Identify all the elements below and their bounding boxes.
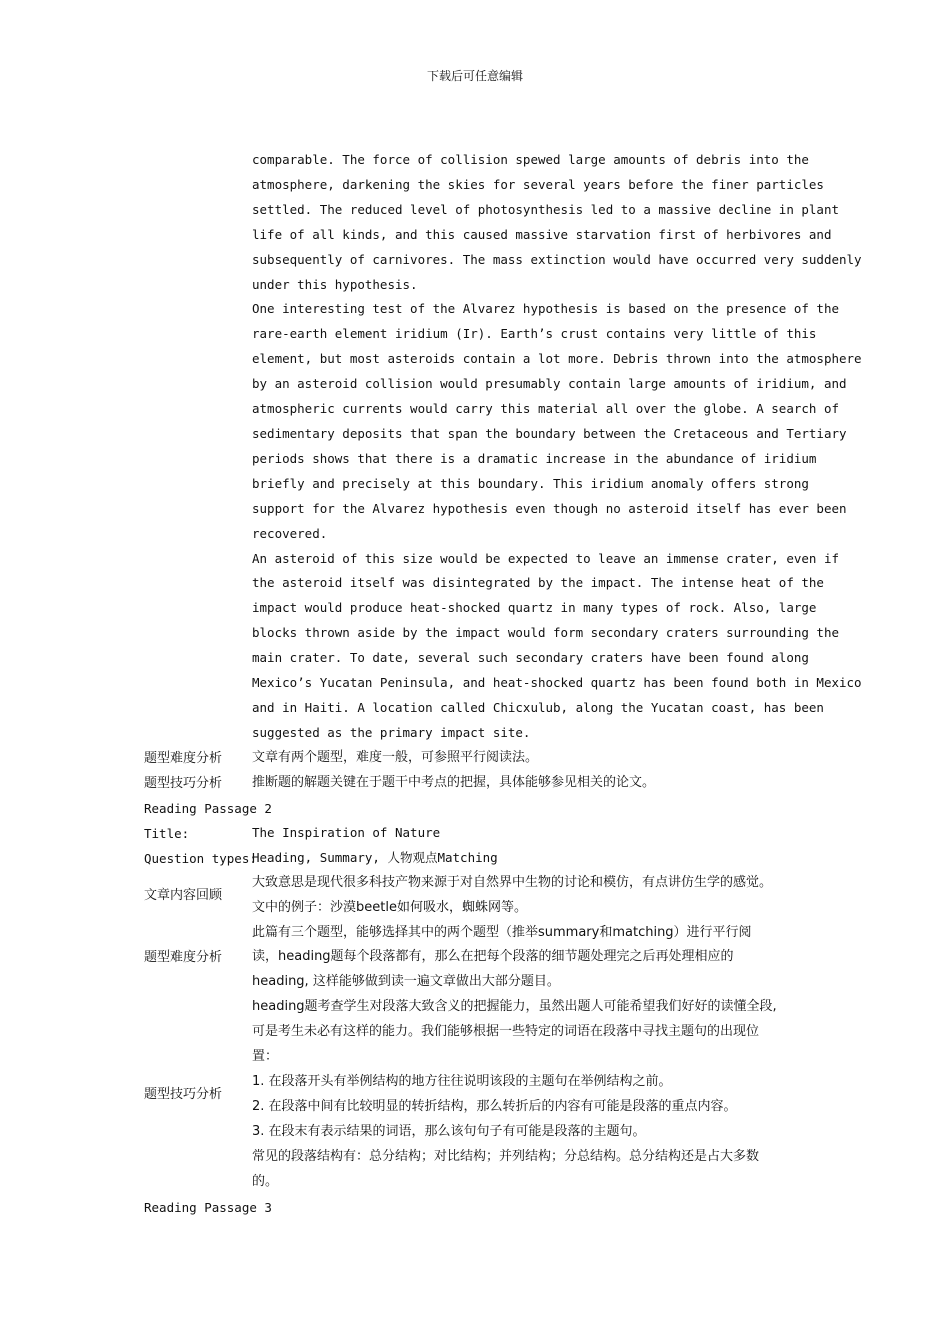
text-line: briefly and precisely at this boundary. This iridium anomaly offers strong (252, 475, 809, 491)
difficulty-line: 读，heading题每个段落都有，那么在把每个段落的细节题处理完之后再处理相应的 (252, 949, 734, 965)
passage2-heading: Reading Passage 2 (144, 800, 272, 816)
passage2-difficulty-label: 题型难度分析 (144, 950, 223, 966)
text-line: the asteroid itself was disintegrated by the impact. The intense heat of the (252, 575, 824, 591)
text-line: support for the Alvarez hypothesis even though no asteroid itself has ever been (252, 500, 847, 516)
p1-difficulty-label: 题型难度分析 (144, 750, 223, 766)
passage2-title-row (144, 821, 844, 846)
text-line: One interesting test of the Alvarez hypothesis is based on the presence of the (252, 301, 839, 317)
skill-line: heading题考查学生对段落大致含义的把握能力，虽然出题人可能希望我们好好的读懂全段, (252, 999, 777, 1015)
text-line: atmospheric currents would carry this material all over the globe. A search of (252, 401, 839, 417)
difficulty-line: heading, 这样能够做到读一遍文章做出大部分题目。 (252, 974, 560, 990)
skill-line: 3. 在段末有表示结果的词语，那么该句句子有可能是段落的主题句。 (252, 1123, 646, 1139)
p1-skill-row (144, 771, 844, 796)
p1-skill-label: 题型技巧分析 (144, 775, 223, 791)
passage2-review-label: 文章内容回顾 (144, 888, 223, 904)
passage-text-row (144, 148, 862, 746)
skill-line: 置： (252, 1049, 279, 1065)
p1-difficulty-text: 文章有两个题型，难度一般，可参照平行阅读法。 (252, 749, 539, 765)
text-line: blocks thrown aside by the impact would form secondary craters surrounding the (252, 625, 839, 641)
passage2-skill-row (144, 995, 844, 1194)
p1-difficulty-row (144, 746, 844, 771)
skill-line: 2. 在段落中间有比较明显的转折结构，那么转折后的内容有可能是段落的重点内容。 (252, 1098, 737, 1114)
text-line: suggested as the primary impact site. (252, 724, 531, 740)
text-line: recovered. (252, 525, 328, 541)
review-line: 文中的例子：沙漠beetle如何吸水，蜘蛛网等。 (252, 899, 527, 915)
document-body (144, 148, 862, 1220)
skill-line: 常见的段落结构有：总分结构；对比结构；并列结构；分总结构。总分结构还是占大多数 (252, 1148, 760, 1164)
text-line: element, but most asteroids contain a lot more. Debris thrown into the atmosphere (252, 351, 862, 367)
text-line: comparable. The force of collision spewed large amounts of debris into the (252, 152, 809, 167)
text-line: settled. The reduced level of photosynthesis led to a massive decline in plant (252, 201, 839, 217)
text-line: subsequently of carnivores. The mass extinction would have occurred very suddenly (252, 251, 862, 267)
passage-text (252, 148, 862, 746)
text-line: and in Haiti. A location called Chicxulub, along the Yucatan coast, has been (252, 699, 824, 715)
passage2-title: The Inspiration of Nature (252, 824, 441, 840)
passage2-difficulty-row (144, 921, 844, 996)
text-line: main crater. To date, several such secondary craters have been found along (252, 650, 809, 666)
passage2-qtypes-label: Question types: (144, 850, 257, 866)
text-line: rare-earth element iridium (Ir). Earth’s crust contains very little of this (252, 326, 817, 342)
text-line: atmosphere, darkening the skies for several years before the finer particles (252, 176, 824, 192)
p1-skill-text: 推断题的解题关键在于题干中考点的把握，具体能够参见相关的论文。 (252, 774, 656, 790)
passage2-review-row (144, 871, 844, 921)
text-line: impact would produce heat-shocked quartz in many types of rock. Also, large (252, 600, 817, 616)
passage2-title-label: Title: (144, 825, 190, 841)
text-line: periods shows that there is a dramatic increase in the abundance of iridium (252, 450, 817, 466)
skill-line: 可是考生未必有这样的能力。我们能够根据一些特定的词语在段落中寻找主题句的出现位 (252, 1024, 760, 1040)
passage2-qtypes: Heading, Summary, 人物观点Matching (252, 849, 498, 865)
passage2-qtypes-row (144, 846, 844, 871)
text-line: under this hypothesis. (252, 276, 418, 292)
difficulty-line: 此篇有三个题型，能够选择其中的两个题型（推举summary和matching）进行平行阅 (252, 924, 752, 940)
page-header: 下载后可任意编辑 (426, 69, 523, 83)
text-line: An asteroid of this size would be expected to leave an immense crater, even if (252, 550, 839, 566)
text-line: Mexico’s Yucatan Peninsula, and heat-shocked quartz has been found both in Mexico (252, 675, 862, 691)
text-line: sedimentary deposits that span the boundary between the Cretaceous and Tertiary (252, 425, 847, 441)
passage3-heading: Reading Passage 3 (144, 1199, 272, 1215)
skill-line: 1. 在段落开头有举例结构的地方往往说明该段的主题句在举例结构之前。 (252, 1074, 672, 1089)
skill-line: 的。 (252, 1173, 279, 1189)
passage2-skill-label: 题型技巧分析 (144, 1087, 223, 1103)
review-line: 大致意思是现代很多科技产物来源于对自然界中生物的讨论和模仿，有点讲仿生学的感觉。 (252, 874, 773, 890)
text-line: by an asteroid collision would presumably contain large amounts of iridium, and (252, 376, 847, 392)
text-line: life of all kinds, and this caused massive starvation first of herbivores and (252, 226, 832, 242)
